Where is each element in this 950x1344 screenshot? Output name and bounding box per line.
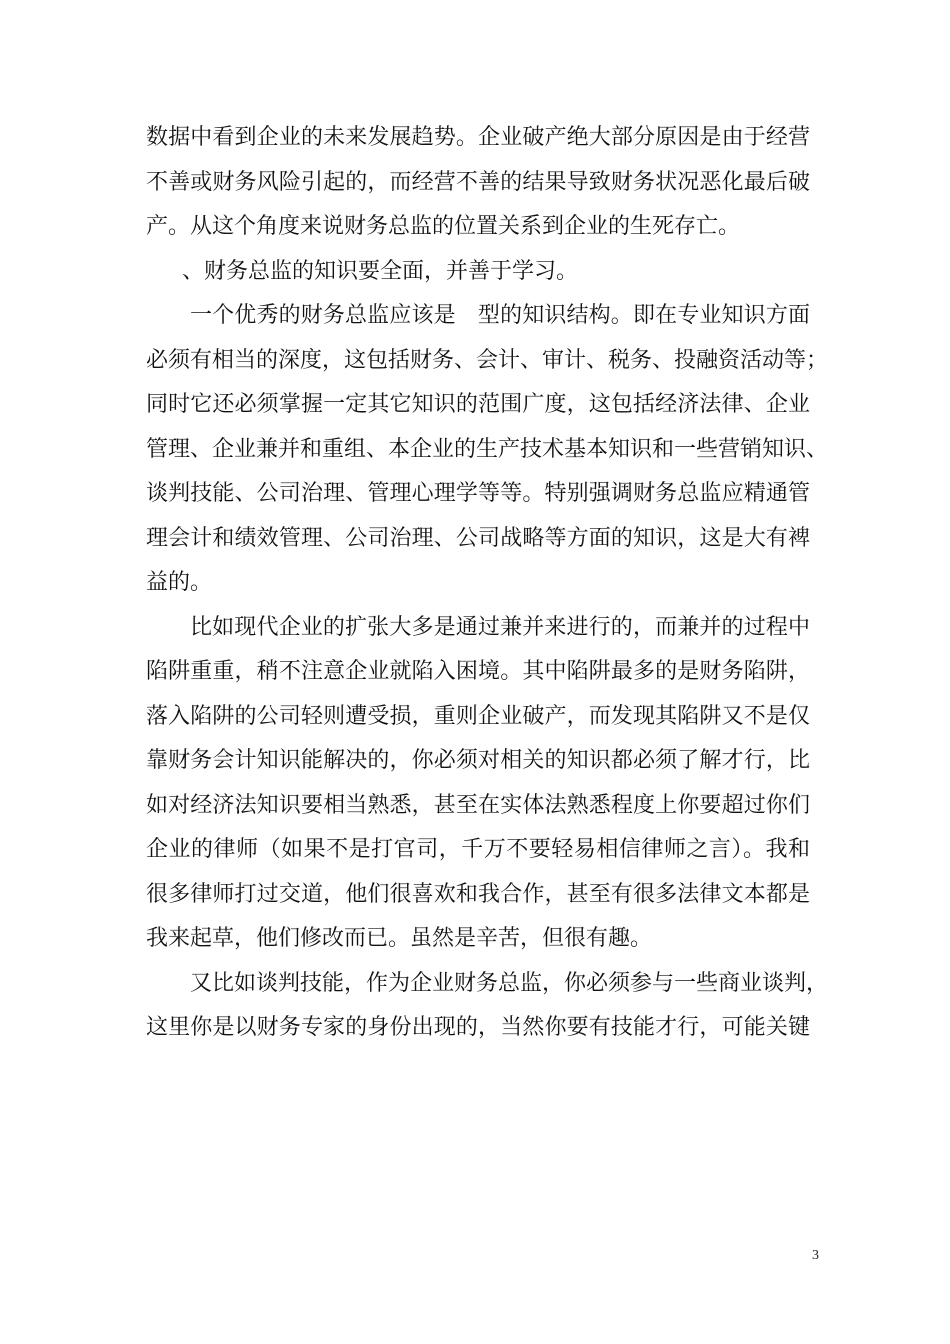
paragraph	[146, 294, 829, 606]
document-body	[146, 116, 829, 1051]
text-line: 一个优秀的财务总监应该是 型的知识结构。即在专业知识方面	[190, 303, 810, 328]
section-heading	[146, 250, 810, 295]
text-line: 企业的律师（如果不是打官司，千万不要轻易相信律师之言）。我和	[146, 837, 810, 862]
paragraph	[146, 606, 810, 962]
text-line: 不善或财务风险引起的，而经营不善的结果导致财务状况恶化最后破	[146, 169, 810, 195]
text-line: 这里你是以财务专家的身份出现的，当然你要有技能才行，可能关键	[146, 1015, 810, 1040]
paragraph	[146, 962, 829, 1051]
paragraph	[146, 116, 810, 250]
text-line: 理会计和绩效管理、公司治理、公司战略等方面的知识，这是大有裨	[146, 525, 810, 551]
text-line: 落入陷阱的公司轻则遭受损，重则企业破产，而发现其陷阱又不是仅	[146, 703, 810, 729]
text-line: 我来起草，他们修改而已。虽然是辛苦，但很有趣。	[146, 926, 653, 951]
text-line: 谈判技能、公司治理、管理心理学等等。特别强调财务总监应精通管	[146, 481, 810, 506]
text-line: 管理、企业兼并和重组、本企业的生产技术基本知识和一些营销知识、	[146, 436, 829, 462]
text-line: 靠财务会计知识能解决的，你必须对相关的知识都必须了解才行，比	[146, 748, 810, 773]
text-line: 又比如谈判技能，作为企业财务总监，你必须参与一些商业谈判，	[190, 970, 829, 996]
text-line: 很多律师打过交道，他们很喜欢和我合作，甚至有很多法律文本都是	[146, 881, 810, 907]
text-line: 同时它还必须掌握一定其它知识的范围广度，这包括经济法律、企业	[146, 392, 810, 417]
text-line: 数据中看到企业的未来发展趋势。企业破产绝大部分原因是由于经营	[146, 125, 810, 150]
text-line: 必须有相当的深度，这包括财务、会计、审计、税务、投融资活动等；	[146, 347, 829, 373]
text-line: 如对经济法知识要相当熟悉，甚至在实体法熟悉程度上你要超过你们	[146, 792, 810, 818]
page-number: 3	[812, 1248, 819, 1263]
text-line: 产。从这个角度来说财务总监的位置关系到企业的生死存亡。	[146, 214, 741, 239]
text-line: 陷阱重重，稍不注意企业就陷入困境。其中陷阱最多的是财务陷阱，	[146, 659, 810, 684]
text-line: 比如现代企业的扩张大多是通过兼并来进行的，而兼并的过程中	[190, 614, 810, 640]
text-line: 益的。	[146, 570, 213, 595]
text-line: 、财务总监的知识要全面，并善于学习。	[182, 258, 579, 284]
